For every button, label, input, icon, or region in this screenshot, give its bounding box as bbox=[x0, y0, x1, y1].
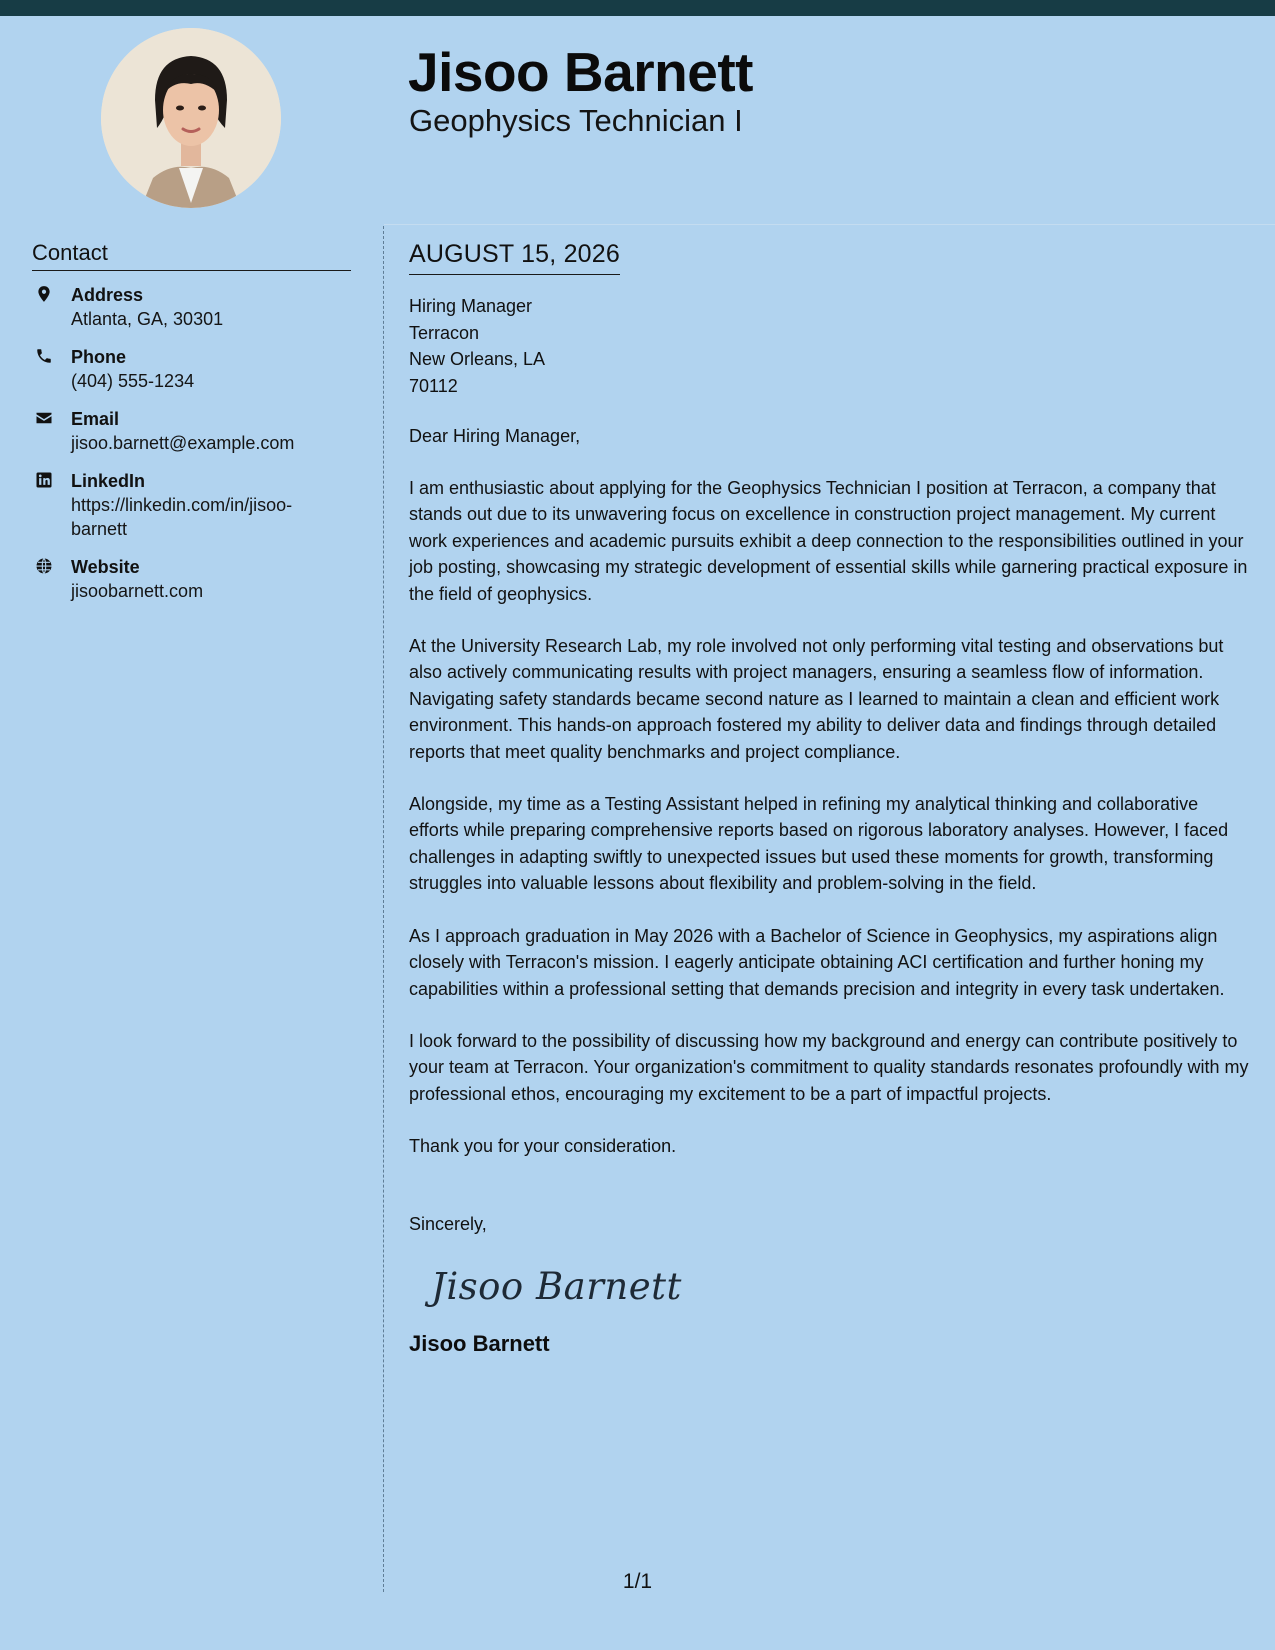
phone-icon bbox=[35, 347, 53, 365]
page-number: 1/1 bbox=[622, 1570, 653, 1593]
contact-value[interactable]: https://linkedin.com/in/jisoo-barnett bbox=[71, 495, 293, 539]
contact-label: Website bbox=[71, 557, 140, 577]
applicant-name: Jisoo Barnett bbox=[408, 41, 753, 103]
job-title: Geophysics Technician I bbox=[409, 103, 743, 138]
contact-list bbox=[32, 283, 352, 603]
header-divider bbox=[384, 224, 1275, 225]
contact-label: Email bbox=[71, 409, 120, 429]
contact-value[interactable]: jisoo.barnett@example.com bbox=[71, 433, 295, 453]
contact-website bbox=[32, 555, 352, 603]
body-paragraph: At the University Research Lab, my role involved not only performing vital testing and observations but also actively communicating results with project managers, ensuring a seamless flow of information. Navigating safety standards became second nature as I learned to maintain a clean and efficient work environment. This hands-on approach fostered my ability to deliver data and findings through detailed reports that meet quality benchmarks and project compliance. bbox=[409, 636, 1224, 762]
body-paragraph: Alongside, my time as a Testing Assistant helped in refining my analytical thinking and collaborative efforts while preparing comprehensive reports based on rigorous laboratory analyses. However, I faced challenges in adapting swiftly to unexpected issues but used these moments for growth, transforming struggles into valuable lessons about flexibility and problem-solving in the field. bbox=[409, 794, 1229, 894]
recipient-line: Terracon bbox=[409, 322, 480, 343]
linkedin-icon bbox=[35, 471, 53, 489]
recipient-line: Hiring Manager bbox=[409, 296, 533, 316]
salutation: Dear Hiring Manager, bbox=[409, 426, 581, 446]
column-divider bbox=[383, 226, 384, 1592]
recipient-block bbox=[409, 293, 1249, 399]
portrait-illustration bbox=[101, 28, 281, 208]
contact-label: LinkedIn bbox=[71, 471, 146, 491]
recipient-line: New Orleans, LA bbox=[409, 349, 546, 369]
contact-label: Phone bbox=[71, 347, 127, 367]
globe-icon bbox=[35, 557, 53, 575]
letter-paragraphs bbox=[409, 475, 1249, 1107]
sidebar bbox=[32, 240, 352, 617]
body-paragraph: As I approach graduation in May 2026 with a Bachelor of Science in Geophysics, my aspirations align closely with Terracon's mission. I eagerly anticipate obtaining ACI certification and further honing my capabilities within a professional setting that demands precision and integrity in every task undertaken. bbox=[409, 925, 1225, 999]
contact-value[interactable]: jisoobarnett.com bbox=[71, 581, 204, 601]
envelope-icon bbox=[35, 409, 53, 427]
profile-photo bbox=[101, 28, 281, 208]
contact-email bbox=[32, 407, 352, 455]
letter-date: AUGUST 15, 2026 bbox=[409, 240, 620, 275]
body-paragraph: I am enthusiastic about applying for the Geophysics Technician I position at Terracon, a company that stands out due to its unwavering focus on excellence in construction project management. My current work experiences and academic pursuits exhibit a deep connection to the responsibilities outlined in your job posting, showcasing my strategic development of essential skills while garnering practical exposure in the field of geophysics. bbox=[409, 478, 1248, 604]
body-paragraph: I look forward to the possibility of discussing how my background and energy can contribute positively to your team at Terracon. Your organization's commitment to quality standards resonates profoundly with my professional ethos, encouraging my excitement to be a part of impactful projects. bbox=[409, 1030, 1249, 1104]
letter-body bbox=[409, 240, 1249, 1357]
map-pin-icon bbox=[35, 285, 53, 303]
contact-value: (404) 555-1234 bbox=[71, 371, 195, 391]
contact-heading: Contact bbox=[32, 240, 351, 271]
signer-name: Jisoo Barnett bbox=[409, 1331, 550, 1357]
closing-line: Thank you for your consideration. bbox=[409, 1136, 677, 1157]
top-accent-bar bbox=[0, 0, 1275, 16]
handwritten-signature: Jisoo Barnett bbox=[431, 1265, 682, 1309]
recipient-line: 70112 bbox=[409, 375, 458, 396]
contact-address bbox=[32, 283, 352, 331]
contact-label: Address bbox=[71, 285, 144, 305]
signoff: Sincerely, bbox=[409, 1214, 487, 1235]
contact-phone bbox=[32, 345, 352, 393]
contact-linkedin bbox=[32, 469, 352, 541]
contact-value: Atlanta, GA, 30301 bbox=[71, 309, 224, 329]
